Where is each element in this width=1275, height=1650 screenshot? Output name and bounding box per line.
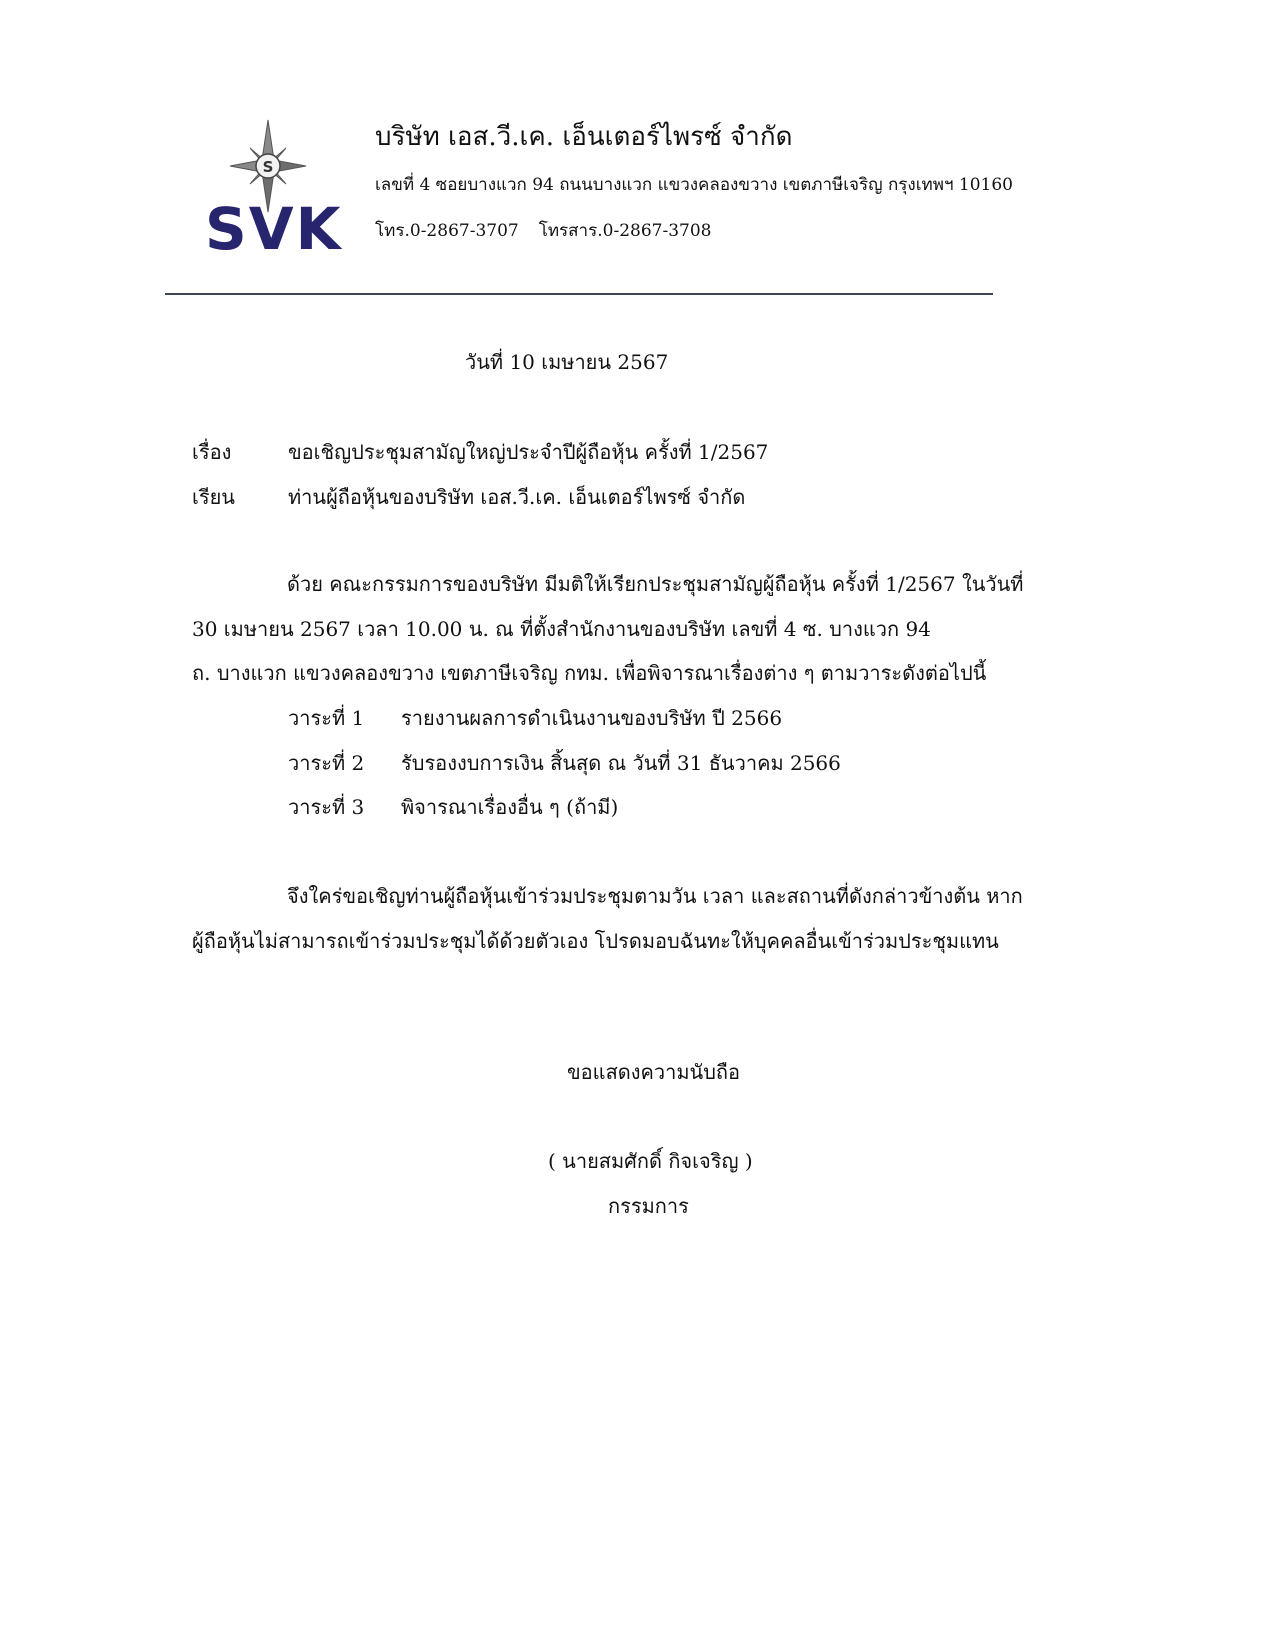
paragraph-line: ด้วย คณะกรรมการของบริษัท มีมติให้เรียกประชุมสามัญผู้ถือหุ้น ครั้งที่ 1/2567 ในวันที่	[287, 572, 1024, 596]
recipient-text: ท่านผู้ถือหุ้นของบริษัท เอส.วี.เค. เอ็นเตอร์ไพรซ์ จำกัด	[288, 485, 746, 509]
header-divider	[165, 293, 993, 295]
agenda-text: พิจารณาเรื่องอื่น ๆ (ถ้ามี)	[401, 795, 619, 819]
company-phone: โทร.0-2867-3707	[375, 221, 519, 241]
paragraph-line: ผู้ถือหุ้นไม่สามารถเข้าร่วมประชุมได้ด้วยตัวเอง โปรดมอบฉันทะให้บุคคลอื่นเข้าร่วมประชุมแทน	[192, 929, 999, 953]
company-fax: โทรสาร.0-2867-3708	[538, 221, 712, 241]
agenda-label: วาระที่ 2	[288, 751, 365, 775]
logo-letter: S	[262, 158, 274, 176]
subject-text: ขอเชิญประชุมสามัญใหญ่ประจำปีผู้ถือหุ้น ครั้งที่ 1/2567	[288, 440, 769, 464]
company-name: บริษัท เอส.วี.เค. เอ็นเตอร์ไพรซ์ จำกัด	[375, 122, 793, 152]
subject-label: เรื่อง	[192, 440, 232, 464]
company-contact	[375, 219, 711, 243]
agenda-label: วาระที่ 1	[288, 706, 365, 730]
agenda-text: รับรองงบการเงิน สิ้นสุด ณ วันที่ 31 ธันวาคม 2566	[401, 751, 841, 775]
signer-title: กรรมการ	[608, 1194, 689, 1218]
closing-text: ขอแสดงความนับถือ	[567, 1060, 741, 1084]
signer-name: ( นายสมศักดิ์ กิจเจริญ )	[548, 1149, 753, 1173]
agenda-label: วาระที่ 3	[288, 795, 365, 819]
paragraph-line: 30 เมษายน 2567 เวลา 10.00 น. ณ ที่ตั้งสำนักงานของบริษัท เลขที่ 4 ซ. บางแวก 94	[192, 617, 931, 641]
letter-date: วันที่ 10 เมษายน 2567	[465, 350, 669, 374]
logo-text: SVK	[205, 195, 343, 263]
paragraph-line: ถ. บางแวก แขวงคลองขวาง เขตภาษีเจริญ กทม. เพื่อพิจารณาเรื่องต่าง ๆ ตามวาระดังต่อไปนี้	[192, 661, 987, 685]
company-address: เลขที่ 4 ซอยบางแวก 94 ถนนบางแวก แขวงคลองขวาง เขตภาษีเจริญ กรุงเทพฯ 10160	[375, 175, 1013, 195]
recipient-label: เรียน	[192, 485, 235, 509]
agenda-text: รายงานผลการดำเนินงานของบริษัท ปี 2566	[401, 706, 783, 730]
paragraph-line: จึงใคร่ขอเชิญท่านผู้ถือหุ้นเข้าร่วมประชุมตามวัน เวลา และสถานที่ดังกล่าวข้างต้น หาก	[287, 884, 1023, 908]
